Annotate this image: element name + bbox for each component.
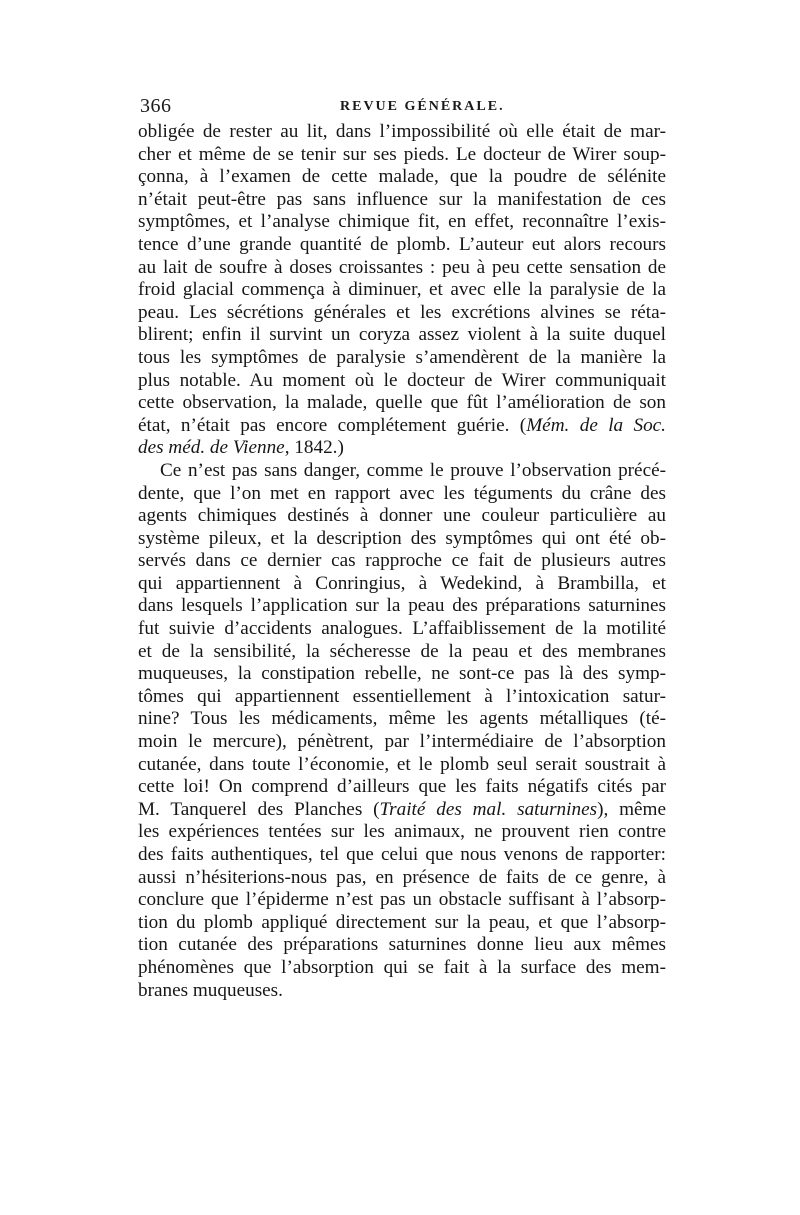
text-line: cutanée, dans toute l’économie, et le plomb seul serait soustrait à	[138, 753, 666, 775]
text-line: au lait de soufre à doses croissantes : peu à peu cette sensation de	[138, 256, 666, 278]
text-segment: , 1842.)	[284, 437, 344, 459]
text-line: tion cutanée des préparations saturnines donne lieu aux mêmes	[138, 934, 666, 956]
text-line	[138, 437, 666, 460]
text-line: et de la sensibilité, la sécheresse de la peau et des membranes	[138, 640, 666, 662]
text-line: tence d’une grande quantité de plomb. L’auteur eut alors recours	[138, 233, 666, 255]
text-line: nine? Tous les médicaments, même les agents métalliques (té-	[138, 708, 666, 730]
text-line: les expériences tentées sur les animaux, ne prouvent rien contre	[138, 821, 666, 843]
citation-italic: Mém. de la Soc.	[526, 414, 666, 436]
page-number: 366	[140, 95, 172, 117]
text-line: peau. Les sécrétions générales et les excrétions alvines se réta-	[138, 301, 666, 323]
citation-italic: des méd. de Vienne	[138, 437, 285, 459]
text-line: cette loi! On comprend d’ailleurs que les faits négatifs cités par	[138, 776, 666, 798]
text-line: n’était peut-être pas sans influence sur la manifestation de ces	[138, 188, 666, 210]
text-line: phénomènes que l’absorption qui se fait à la surface des mem-	[138, 956, 666, 978]
text-line: qui appartiennent à Conringius, à Wedekind, à Brambilla, et	[138, 572, 666, 594]
text-line: cette observation, la malade, quelle que fût l’amélioration de son	[138, 392, 666, 414]
text-line: agents chimiques destinés à donner une couleur particulière au	[138, 505, 666, 527]
text-line: muqueuses, la constipation rebelle, ne sont-ce pas là des symp-	[138, 663, 666, 685]
body-text	[138, 121, 666, 1002]
text-line: obligée de rester au lit, dans l’impossibilité où elle était de mar-	[138, 121, 666, 142]
text-segment: ), même	[597, 798, 666, 820]
paragraph-1	[138, 121, 666, 460]
text-segment: M. Tanquerel des Planches (	[138, 798, 380, 820]
text-line: fut suivie d’accidents analogues. L’affaiblissement de la motilité	[138, 618, 666, 640]
text-line: servés dans ce dernier cas rapproche ce fait de plusieurs autres	[138, 550, 666, 572]
text-line: tômes qui appartiennent essentiellement à l’intoxication satur-	[138, 685, 666, 707]
text-line: plus notable. Au moment où le docteur de Wirer communiquait	[138, 369, 666, 391]
text-line	[138, 415, 666, 438]
text-line: cher et même de se tenir sur ses pieds. Le docteur de Wirer soup-	[138, 143, 666, 165]
text-line: dans lesquels l’application sur la peau des préparations saturnines	[138, 595, 666, 617]
text-line: blirent; enfin il survint un coryza assez violent à la suite duquel	[138, 324, 666, 346]
text-line: conclure que l’épiderme n’est pas un obstacle suffisant à l’absorp-	[138, 889, 666, 911]
text-line: branes muqueuses.	[138, 979, 283, 1001]
text-line: système pileux, et la description des symptômes qui ont été ob-	[138, 527, 666, 549]
text-line: çonna, à l’examen de cette malade, que la poudre de sélénite	[138, 166, 666, 188]
paragraph-2	[138, 460, 666, 1002]
text-line: Ce n’est pas sans danger, comme le prouve l’observation précé-	[160, 459, 666, 481]
text-line: tous les symptômes de paralysie s’amendèrent de la manière la	[138, 346, 666, 368]
text-line	[138, 799, 666, 822]
text-line: symptômes, et l’analyse chimique fit, en effet, reconnaître l’exis-	[138, 211, 666, 233]
text-line: dente, que l’on met en rapport avec les téguments du crâne des	[138, 482, 666, 504]
text-line: froid glacial commença à diminuer, et avec elle la paralysie de la	[138, 279, 666, 301]
text-segment: état, n’était pas encore complétement guérie. (	[138, 414, 527, 436]
text-line: aussi n’hésiterions-nous pas, en présence de faits de ce genre, à	[138, 866, 666, 888]
text-line: tion du plomb appliqué directement sur la peau, et que l’absorp-	[138, 911, 666, 933]
text-line: moin le mercure), pénètrent, par l’intermédiaire de l’absorption	[138, 731, 666, 753]
text-line: des faits authentiques, tel que celui que nous venons de rapporter:	[138, 844, 666, 865]
running-title: REVUE GÉNÉRALE.	[340, 99, 505, 114]
citation-italic: Traité des mal. saturnines	[379, 798, 598, 820]
